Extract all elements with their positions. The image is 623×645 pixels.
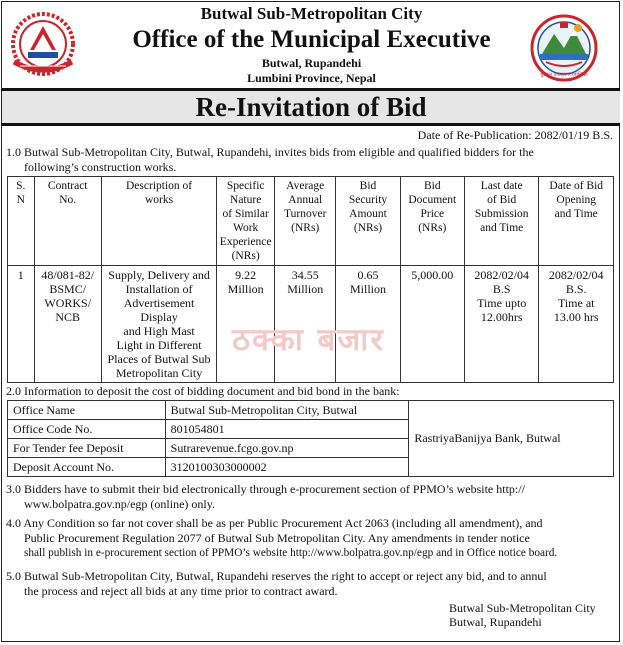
clause-5-line-1: 5.0 Butwal Sub-Metropolitan City, Butwal, Rupandehi reserves the right to accept or reject any bid, and to annul [6,569,547,583]
clause-4 [6,516,611,561]
header-description: Description of works [101,177,216,266]
bank-value-office-name: Butwal Sub-Metropolitan City, Butwal [165,401,409,420]
cell-sn: 1 [8,266,35,383]
table-row [8,401,614,420]
cell-contract-no: 48/081-82/ BSMC/ WORKS/ NCB [34,266,101,383]
clause-1 [6,145,611,175]
clause-2: 2.0 Information to deposit the cost of bidding document and bid bond in the bank: [6,384,400,398]
header-document-price: Bid Document Price (NRs) [400,177,464,266]
table-header-row [8,177,614,266]
header-experience: Specific Nature of Similar Work Experience (NRs) [217,177,275,266]
cell-bid-security: 0.65 Million [336,266,400,383]
letterhead [0,0,623,90]
office-name: Office of the Municipal Executive [132,26,491,53]
bank-label-office-code: Office Code No. [8,420,166,439]
clause-4-line-1: 4.0 Any Condition so far not cover shall be as per Public Procurement Act 2063 (including all amendment), and [6,516,543,530]
office-address: Butwal, Rupandehi [261,56,362,70]
clause-4-line-2: Public Procurement Regulation 2077 of Butwal Sub Metropolitan City. Any amendments in tender notice [24,531,530,545]
cell-submission-date: 2082/02/04 B.S Time upto 12.00hrs [464,266,539,383]
clause-3-line-1: 3.0 Bidders have to submit their bid electronically through e-procurement section of PPMO’s website http:// [6,482,525,496]
bank-name: RastriyaBanijya Bank, Butwal [409,401,614,477]
bank-value-office-code: 801054801 [165,420,409,439]
city-name: Butwal Sub-Metropolitan City [200,4,423,23]
title-border-bottom [2,123,620,126]
clause-3 [6,482,611,512]
header-turnover: Average Annual Turnover (NRs) [275,177,336,266]
clause-5 [6,569,611,599]
office-province: Lumbini Province, Nepal [247,71,376,85]
clause-1-line-1: 1.0 Butwal Sub-Metropolitan City, Butwal, Rupandehi, invites bids from eligible and qualified bidders for the [6,145,534,159]
bank-label-account-no: Deposit Account No. [8,458,166,477]
bank-label-office-name: Office Name [8,401,166,420]
bank-value-account-no: 3120100303000002 [165,458,409,477]
clause-1-line-2: following’s construction works. [24,160,177,174]
cell-description: Supply, Delivery and Installation of Advertisement Display and High Mast Light in Different Places of Butwal Sub Metropolitan City [101,266,216,383]
clause-4-line-3: shall publish in e-procurement section of PPMO’s website http://www.bolpatra.gov.np/egp and in Office notice board. [24,547,558,559]
publication-date: Date of Re-Publication: 2082/01/19 B.S. [417,128,613,142]
header-bid-security: Bid Security Amount (NRs) [336,177,400,266]
bank-value-tender-fee: Sutrarevenue.fcgo.gov.np [165,439,409,458]
bank-details-table [7,400,614,477]
header-submission-date: Last date of Bid Submission and Time [464,177,539,266]
cell-experience: 9.22 Million [217,266,275,383]
notice-title: Re-Invitation of Bid [2,91,620,123]
header-sn: S. N [8,177,35,266]
header-opening-date: Date of Bid Opening and Time [539,177,614,266]
clause-3-line-2: www.bolpatra.gov.np/egp (online) only. [24,497,215,511]
svg-text:बुटवल उपमहानगरपालिका: बुटवल उपमहानगरपालिका [540,72,588,78]
cell-document-price: 5,000.00 [400,266,464,383]
header-contract-no: Contract No. [34,177,101,266]
clause-5-line-2: the process and reject all bids at any time prior to contract award. [24,584,338,598]
cell-opening-date: 2082/02/04 B.S. Time at 13.00 hrs [539,266,614,383]
signature-place: Butwal, Rupandehi [449,615,542,629]
cell-turnover: 34.55 Million [275,266,336,383]
signature-office: Butwal Sub-Metropolitan City [449,601,596,615]
watermark: ठक्का बजार [232,322,385,358]
bank-label-tender-fee: For Tender fee Deposit [8,439,166,458]
